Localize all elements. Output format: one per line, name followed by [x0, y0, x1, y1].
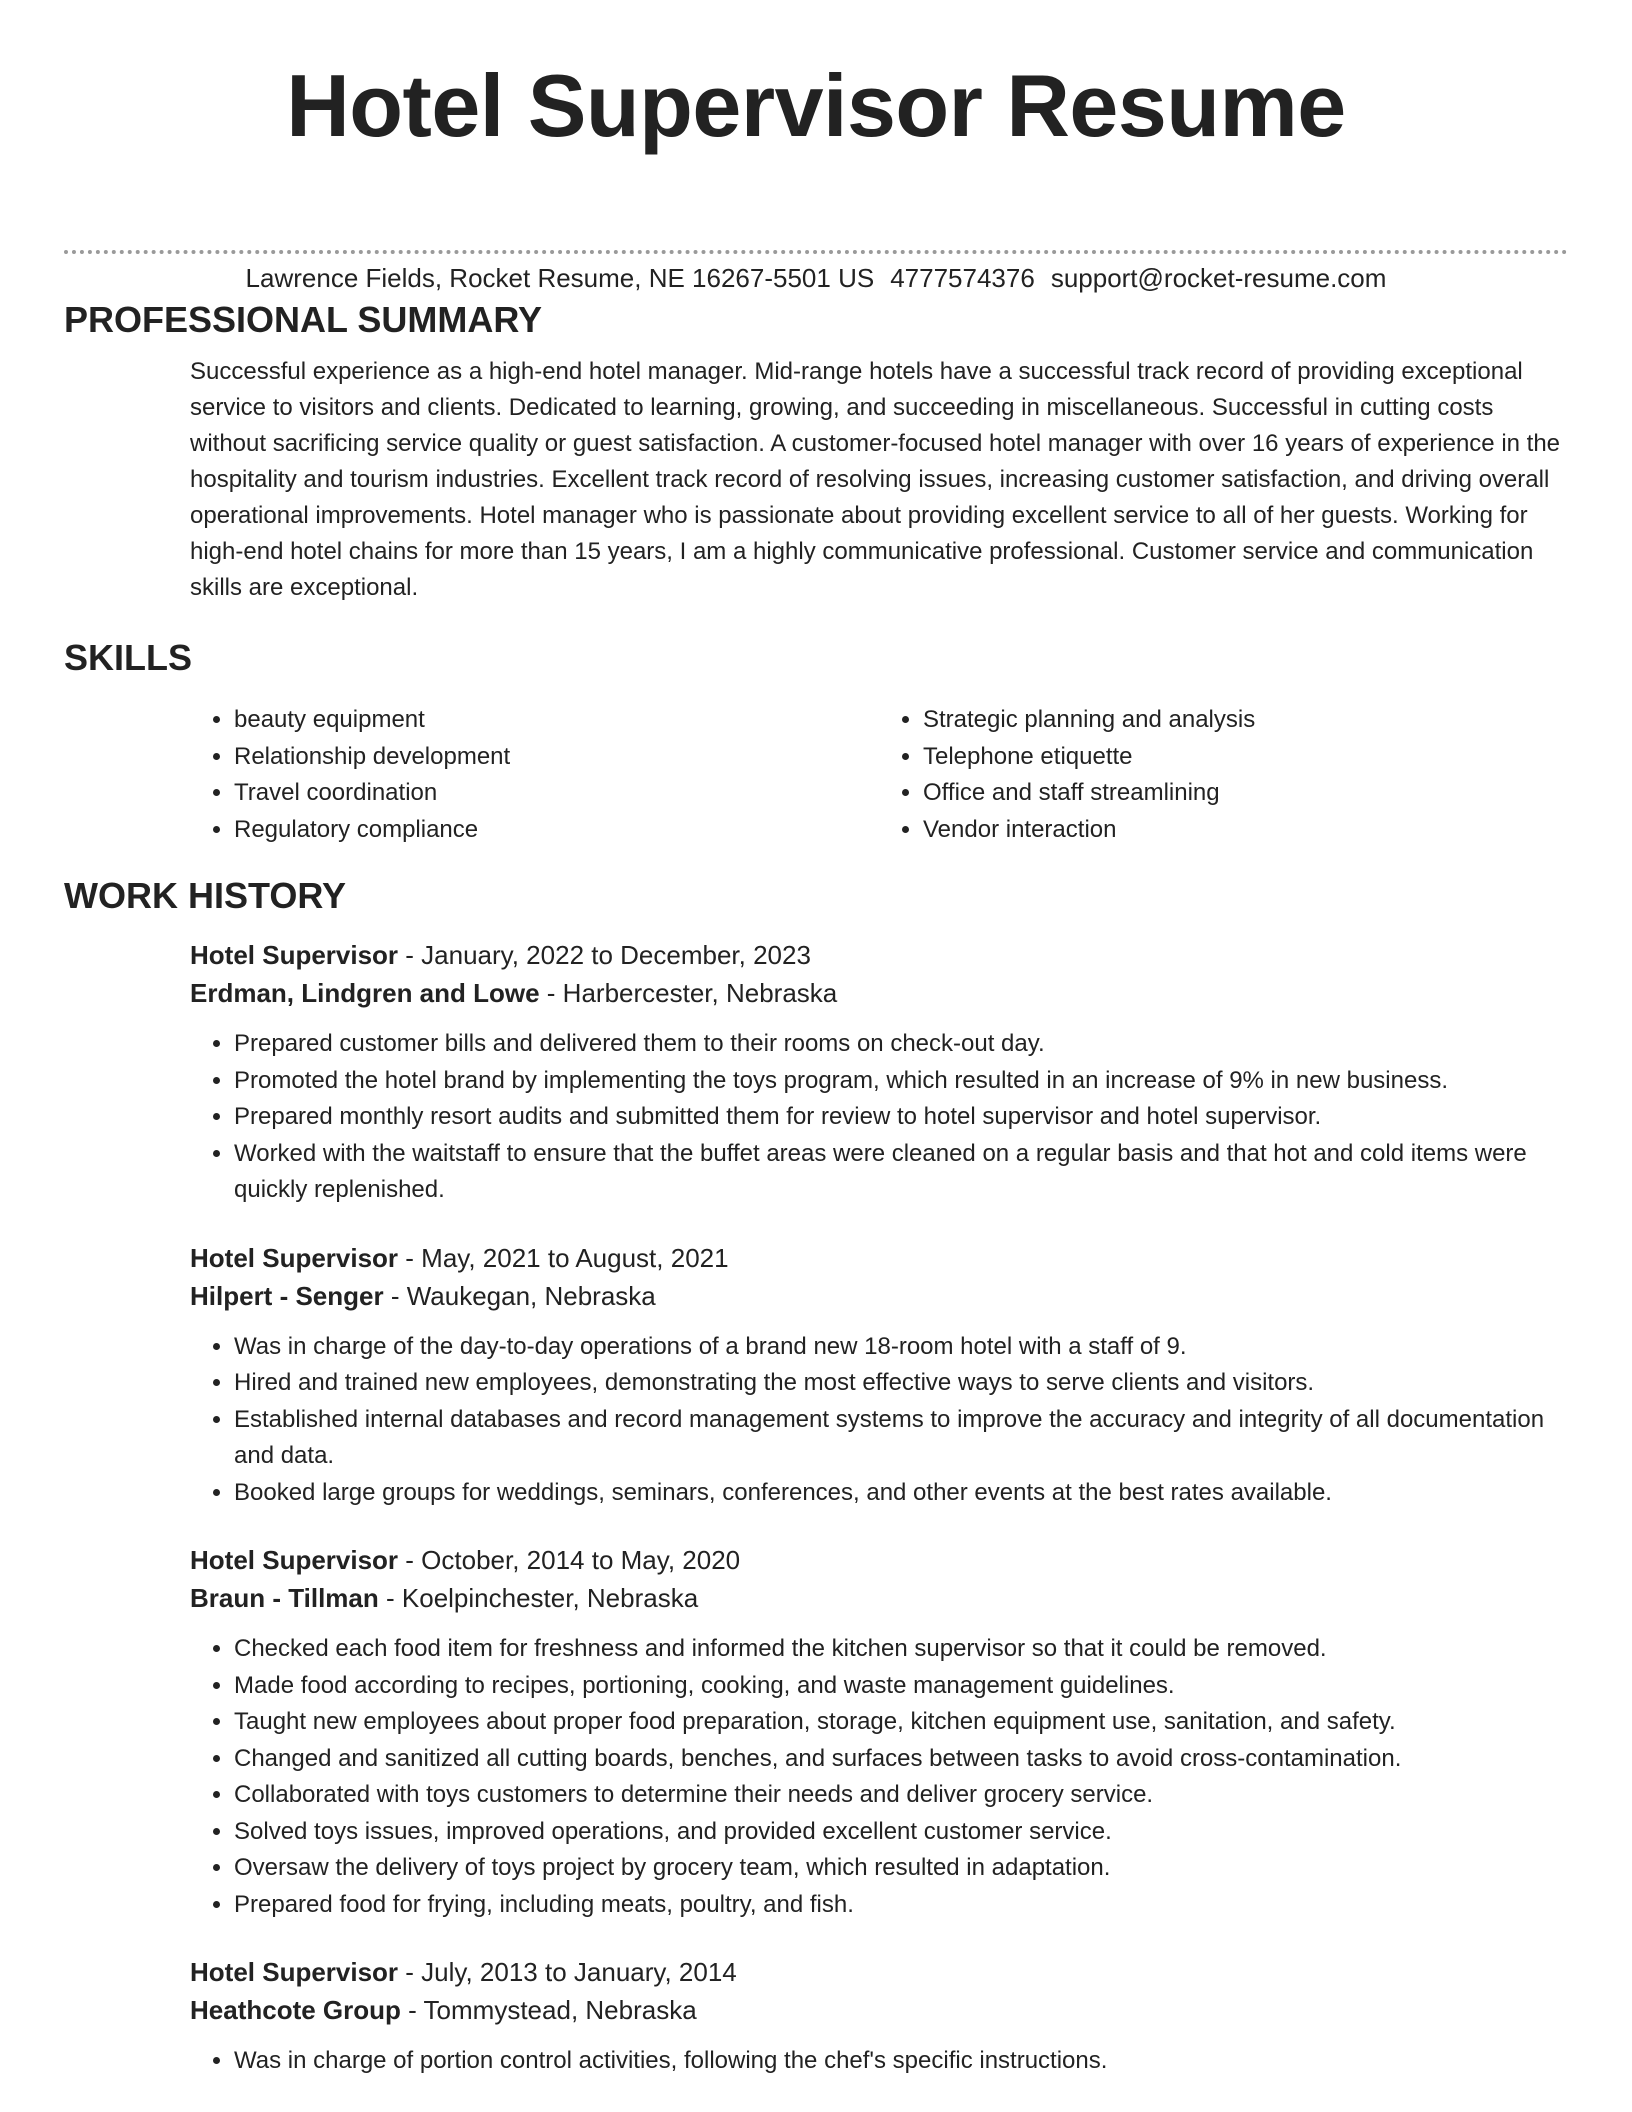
- job-company-line: [190, 1991, 1568, 2029]
- skill-item: • Regulatory compliance: [234, 812, 879, 849]
- job-bullet: • Oversaw the delivery of toys project by grocery team, which resulted in adaptation.: [234, 1850, 1568, 1887]
- skill-item: • Relationship development: [234, 739, 879, 776]
- job-location: - Harbercester, Nebraska: [539, 978, 838, 1008]
- summary-heading: PROFESSIONAL SUMMARY: [64, 299, 543, 340]
- job-bullet: • Changed and sanitized all cutting boards, benches, and surfaces between tasks to avoid cross-contamination.: [234, 1741, 1568, 1778]
- job-bullets: [190, 2043, 1568, 2080]
- skill-item: • beauty equipment: [234, 702, 879, 739]
- work-history-heading: WORK HISTORY: [64, 875, 347, 916]
- skills-column-right: [879, 702, 1568, 848]
- job-entry: [190, 1541, 1568, 1923]
- skills-heading: SKILLS: [64, 637, 193, 678]
- job-bullet: • Promoted the hotel brand by implementing the toys program, which resulted in an increase of 9% in new business.: [234, 1063, 1568, 1100]
- job-company: Erdman, Lindgren and Lowe: [190, 978, 540, 1008]
- job-bullet: • Was in charge of portion control activities, following the chef's specific instructions.: [234, 2043, 1568, 2080]
- job-bullets: [190, 1026, 1568, 1209]
- job-company-line: [190, 974, 1568, 1012]
- skill-item: • Vendor interaction: [923, 812, 1568, 849]
- job-bullet: • Prepared customer bills and delivered them to their rooms on check-out day.: [234, 1026, 1568, 1063]
- job-title: Hotel Supervisor: [190, 1545, 399, 1575]
- job-bullet: • Prepared monthly resort audits and submitted them for review to hotel supervisor and hotel supervisor.: [234, 1099, 1568, 1136]
- job-company: Hilpert - Senger: [190, 1280, 384, 1311]
- job-bullet: • Booked large groups for weddings, seminars, conferences, and other events at the best rates available.: [234, 1475, 1568, 1512]
- resume-body: [64, 298, 1568, 2080]
- job-bullets: [190, 1329, 1568, 1512]
- job-bullet: • Collaborated with toys customers to determine their needs and deliver grocery service.: [234, 1777, 1568, 1814]
- job-title: Hotel Supervisor: [190, 1242, 399, 1273]
- job-company: Braun - Tillman: [190, 1583, 379, 1613]
- job-bullet: • Made food according to recipes, portioning, cooking, and waste management guidelines.: [234, 1668, 1568, 1705]
- job-company: Heathcote Group: [190, 1995, 401, 2025]
- job-bullets: [190, 1631, 1568, 1923]
- job-bullet: • Established internal databases and record management systems to improve the accuracy and integrity of all documentation and data.: [234, 1402, 1568, 1475]
- skills-section: [64, 636, 1568, 848]
- job-title-line: [190, 1541, 1568, 1579]
- job-title-line: [190, 936, 1568, 974]
- job-location: - Waukegan, Nebraska: [383, 1280, 656, 1311]
- contact-email: support@rocket-resume.com: [1050, 263, 1387, 293]
- summary-section: [64, 298, 1568, 606]
- job-entry: [190, 936, 1568, 1209]
- job-bullet: • Taught new employees about proper food preparation, storage, kitchen equipment use, sanitation, and safety.: [234, 1704, 1568, 1741]
- job-title: Hotel Supervisor: [190, 1957, 399, 1987]
- job-bullet: • Prepared food for frying, including meats, poultry, and fish.: [234, 1887, 1568, 1924]
- job-dates: - January, 2022 to December, 2023: [398, 940, 811, 970]
- job-title-line: [190, 1953, 1568, 1991]
- skill-item: • Office and staff streamlining: [923, 775, 1568, 812]
- work-history-section: [64, 874, 1568, 2080]
- contact-address: Lawrence Fields, Rocket Resume, NE 16267-5501 US: [245, 263, 875, 293]
- skills-list: [190, 702, 1568, 848]
- contact-phone: 4777574376: [890, 263, 1035, 293]
- contact-line: [64, 261, 1568, 295]
- job-company-line: [190, 1277, 1568, 1315]
- job-dates: - May, 2021 to August, 2021: [398, 1242, 729, 1273]
- skills-column-left: [190, 702, 879, 848]
- job-bullet: • Worked with the waitstaff to ensure that the buffet areas were cleaned on a regular basis and that hot and cold items were quickly replenished.: [234, 1136, 1568, 1209]
- job-location: - Tommystead, Nebraska: [400, 1995, 697, 2025]
- skill-item: • Telephone etiquette: [923, 739, 1568, 776]
- job-bullet: • Hired and trained new employees, demonstrating the most effective ways to serve clients and visitors.: [234, 1365, 1568, 1402]
- job-dates: - October, 2014 to May, 2020: [398, 1545, 741, 1575]
- job-title-line: [190, 1239, 1568, 1277]
- job-company-line: [190, 1579, 1568, 1617]
- page-title: Hotel Supervisor Resume: [286, 56, 1346, 155]
- job-entry: [190, 1953, 1568, 2080]
- skill-item: • Travel coordination: [234, 775, 879, 812]
- job-bullet: • Solved toys issues, improved operations, and provided excellent customer service.: [234, 1814, 1568, 1851]
- job-entry: [190, 1239, 1568, 1512]
- job-location: - Koelpinchester, Nebraska: [378, 1583, 699, 1613]
- job-bullet: • Checked each food item for freshness and informed the kitchen supervisor so that it could be removed.: [234, 1631, 1568, 1668]
- job-title: Hotel Supervisor: [190, 940, 399, 970]
- skill-item: • Strategic planning and analysis: [923, 702, 1568, 739]
- summary-text: Successful experience as a high-end hotel manager. Mid-range hotels have a successful track record of providing exceptional service to visitors and clients. Dedicated to learning, growing, and succeeding in miscellaneous. Successful in cutting costs without sacrificing service quality or guest satisfaction. A customer-focused hotel manager with over 16 years of experience in the hospitality and tourism industries. Excellent track record of resolving issues, increasing customer satisfaction, and driving overall operational improvements. Hotel manager who is passionate about providing excellent service to all of her guests. Working for high-end hotel chains for more than 15 years, I am a highly communicative professional. Customer service and communication skills are exceptional.: [190, 358, 1561, 601]
- job-dates: - July, 2013 to January, 2014: [398, 1957, 737, 1987]
- job-bullet: • Was in charge of the day-to-day operations of a brand new 18-room hotel with a staff of 9.: [234, 1329, 1568, 1366]
- header-divider: [64, 250, 1568, 254]
